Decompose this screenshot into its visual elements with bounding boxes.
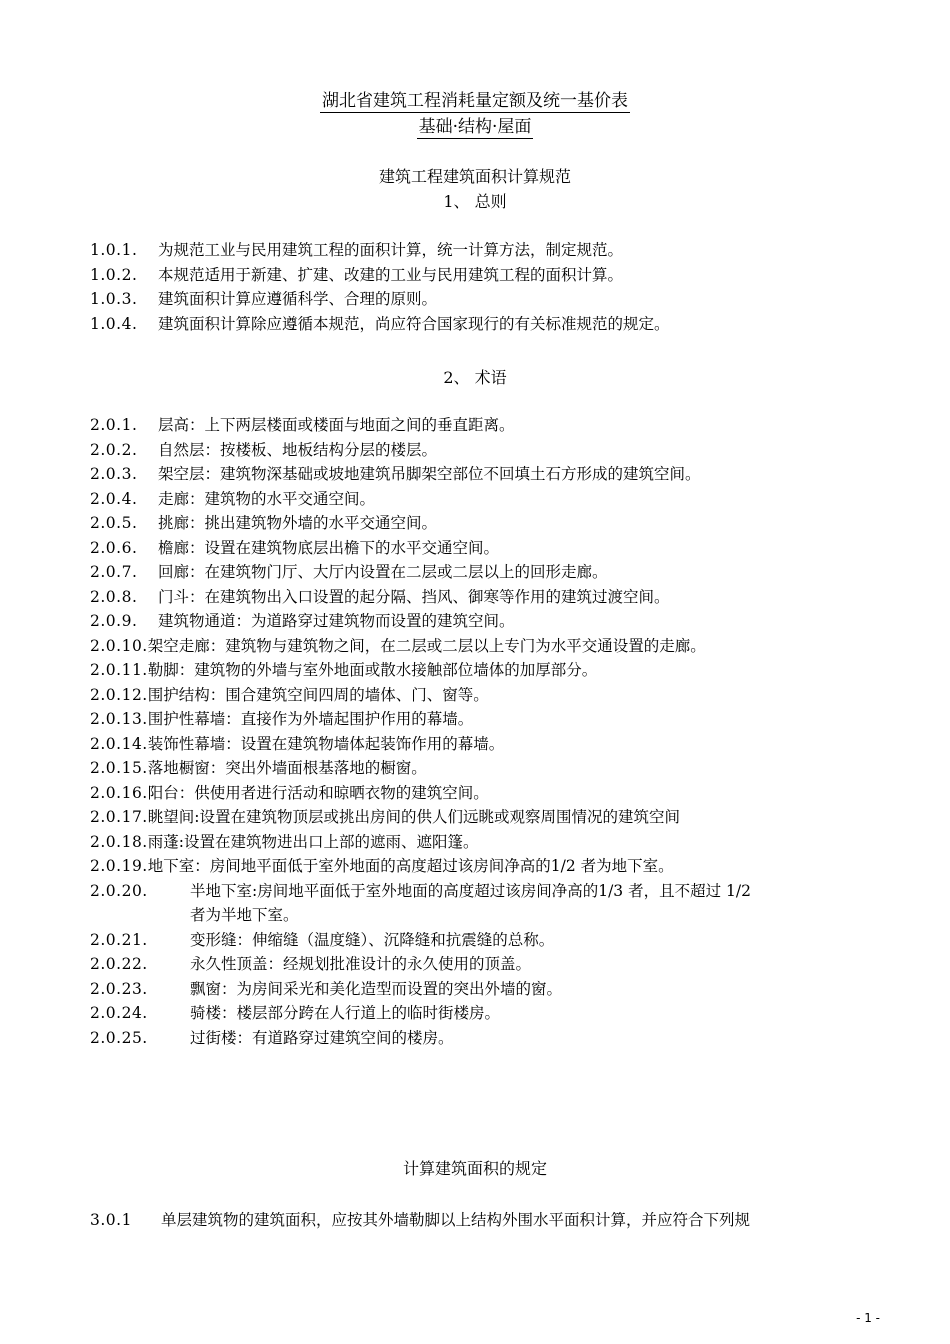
list-item: [90, 512, 437, 534]
document-header-subtitle: [0, 116, 950, 138]
header-title-text: 湖北省建筑工程消耗量定额及统一基价表: [322, 91, 628, 111]
item-text: 装饰性幕墙：设置在建筑物墙体起装饰作用的幕墙。: [147, 734, 505, 753]
item-text: 雨蓬:设置在建筑物进出口上部的遮雨、遮阳篷。: [147, 832, 479, 851]
item-number: 2.0.8.: [90, 587, 138, 606]
list-item: [90, 953, 531, 975]
item-number: 2.0.25.: [90, 1028, 148, 1047]
item-number: 1.0.3.: [90, 290, 138, 308]
item-text: 围护性幕墙：直接作为外墙起围护作用的幕墙。: [147, 710, 474, 728]
list-item: [90, 1027, 454, 1049]
item-number: 2.0.5.: [90, 514, 138, 532]
list-item: [90, 659, 597, 681]
item-text: 半地下室:房间地平面低于室外地面的高度超过该房间净高的1/3 者，且不超过 1/2: [190, 881, 751, 900]
document-header-title: [0, 90, 950, 112]
list-item: [90, 264, 623, 286]
list-item: [90, 1209, 750, 1231]
item-number: 3.0.1: [90, 1211, 132, 1229]
list-item: [90, 586, 670, 608]
item-text: 挑廊：挑出建筑物外墙的水平交通空间。: [158, 514, 438, 532]
item-text: 变形缝：伸缩缝（温度缝）、沉降缝和抗震缝的总称。: [190, 930, 555, 949]
item-text: 架空层：建筑物深基础或坡地建筑吊脚架空部位不回填土石方形成的建筑空间。: [158, 465, 701, 483]
list-item: [90, 439, 437, 461]
list-item: [90, 463, 701, 485]
item-number: 2.0.17.: [90, 808, 148, 826]
item-number: 2.0.15.: [90, 759, 148, 777]
item-text: 勒脚：建筑物的外墙与室外地面或散水接触部位墙体的加厚部分。: [147, 661, 598, 679]
list-item: [90, 880, 751, 902]
item-number: 1.0.1.: [90, 241, 138, 259]
item-number: 2.0.12.: [90, 685, 148, 704]
section1-heading: 1、 总则: [443, 192, 507, 211]
list-item: [90, 1002, 500, 1024]
item-text: 层高：上下两层楼面或楼面与地面之间的垂直距离。: [158, 416, 515, 434]
item-text: 为规范工业与民用建筑工程的面积计算，统一计算方法，制定规范。: [158, 241, 624, 259]
list-item: [90, 757, 427, 779]
section2-heading: 2、 术语: [443, 368, 507, 387]
item-number: 2.0.10.: [90, 636, 148, 655]
item-text: 建筑面积计算除应遵循本规范，尚应符合国家现行的有关标准规范的规定。: [158, 314, 670, 333]
list-item: [90, 831, 478, 853]
item-number: 2.0.9.: [90, 612, 138, 630]
item-text: 檐廊：设置在建筑物底层出檐下的水平交通空间。: [158, 538, 500, 557]
item-text: 骑楼：楼层部分跨在人行道上的临时街楼房。: [190, 1004, 501, 1022]
item-text: 回廊：在建筑物门厅、大厅内设置在二层或二层以上的回形走廊。: [158, 563, 608, 581]
document-title: 建筑工程建筑面积计算规范: [378, 167, 571, 186]
list-item: [90, 929, 554, 951]
item-text: 阳台：供使用者进行活动和晾晒衣物的建筑空间。: [147, 783, 489, 802]
list-item: [90, 414, 515, 436]
item-text: 架空走廊：建筑物与建筑物之间，在二层或二层以上专门为水平交通设置的走廊。: [147, 636, 706, 655]
list-item: [90, 561, 608, 583]
list-item: [90, 313, 670, 335]
item-number: 1.0.2.: [90, 265, 138, 284]
item-number: 2.0.23.: [90, 979, 148, 998]
item-text: 围护结构：围合建筑空间四周的墙体、门、窗等。: [147, 685, 489, 704]
item-number: 2.0.20.: [90, 881, 148, 900]
list-item: [90, 610, 515, 632]
list-item: [90, 806, 680, 828]
item-text: 建筑物通道：为道路穿过建筑物而设置的建筑空间。: [158, 612, 515, 630]
item-text: 建筑面积计算应遵循科学、合理的原则。: [158, 290, 438, 308]
list-item: [90, 708, 473, 730]
item-text: 自然层：按楼板、地板结构分层的楼层。: [158, 440, 438, 459]
item-text: 地下室：房间地平面低于室外地面的高度超过该房间净高的1/2 者为地下室。: [147, 857, 674, 875]
item-number: 2.0.6.: [90, 538, 138, 557]
list-item: [90, 488, 375, 510]
page-number: - 1 -: [856, 1311, 880, 1325]
section3-heading: 计算建筑面积的规定: [402, 1159, 547, 1178]
list-item: [90, 855, 674, 877]
item-number: 2.0.4.: [90, 489, 138, 508]
item-number: 2.0.16.: [90, 783, 148, 802]
list-item: [90, 733, 504, 755]
list-item: [90, 537, 499, 559]
header-subtitle-text: 基础·结构·屋面: [418, 117, 532, 137]
item-number: 1.0.4.: [90, 314, 138, 333]
item-number: 2.0.11.: [90, 661, 148, 679]
item-text: 走廊：建筑物的水平交通空间。: [158, 489, 376, 508]
item-text: 落地橱窗：突出外墙面根基落地的橱窗。: [147, 759, 427, 777]
list-item: [90, 782, 489, 804]
item-text: 眺望间:设置在建筑物顶层或挑出房间的供人们远眺或观察周围情况的建筑空间: [147, 808, 680, 826]
item-number: 2.0.3.: [90, 465, 138, 483]
item-number: 2.0.18.: [90, 832, 148, 851]
list-item: [90, 635, 706, 657]
list-item: [90, 239, 623, 261]
item-text: 本规范适用于新建、扩建、改建的工业与民用建筑工程的面积计算。: [158, 265, 624, 284]
item-number: 2.0.7.: [90, 563, 138, 581]
item-text: 门斗：在建筑物出入口设置的起分隔、挡风、御寒等作用的建筑过渡空间。: [158, 587, 670, 606]
item-text: 飘窗：为房间采光和美化造型而设置的突出外墙的窗。: [190, 979, 563, 998]
item-number: 2.0.14.: [90, 734, 148, 753]
item-number: 2.0.19.: [90, 857, 148, 875]
item-number: 2.0.22.: [90, 955, 148, 973]
list-item: [90, 684, 489, 706]
item-text: 单层建筑物的建筑面积，应按其外墙勒脚以上结构外围水平面积计算，并应符合下列规: [161, 1211, 751, 1229]
list-item: [90, 978, 562, 1000]
item-number: 2.0.1.: [90, 416, 138, 434]
item-number: 2.0.24.: [90, 1004, 148, 1022]
item-number: 2.0.21.: [90, 930, 148, 949]
item-number: 2.0.13.: [90, 710, 148, 728]
item-text: 永久性顶盖：经规划批准设计的永久使用的顶盖。: [190, 955, 532, 973]
item-text-continuation: 者为半地下室。: [190, 906, 299, 924]
item-number: 2.0.2.: [90, 440, 138, 459]
list-item: [90, 288, 437, 310]
item-text: 过街楼：有道路穿过建筑空间的楼房。: [190, 1028, 454, 1047]
